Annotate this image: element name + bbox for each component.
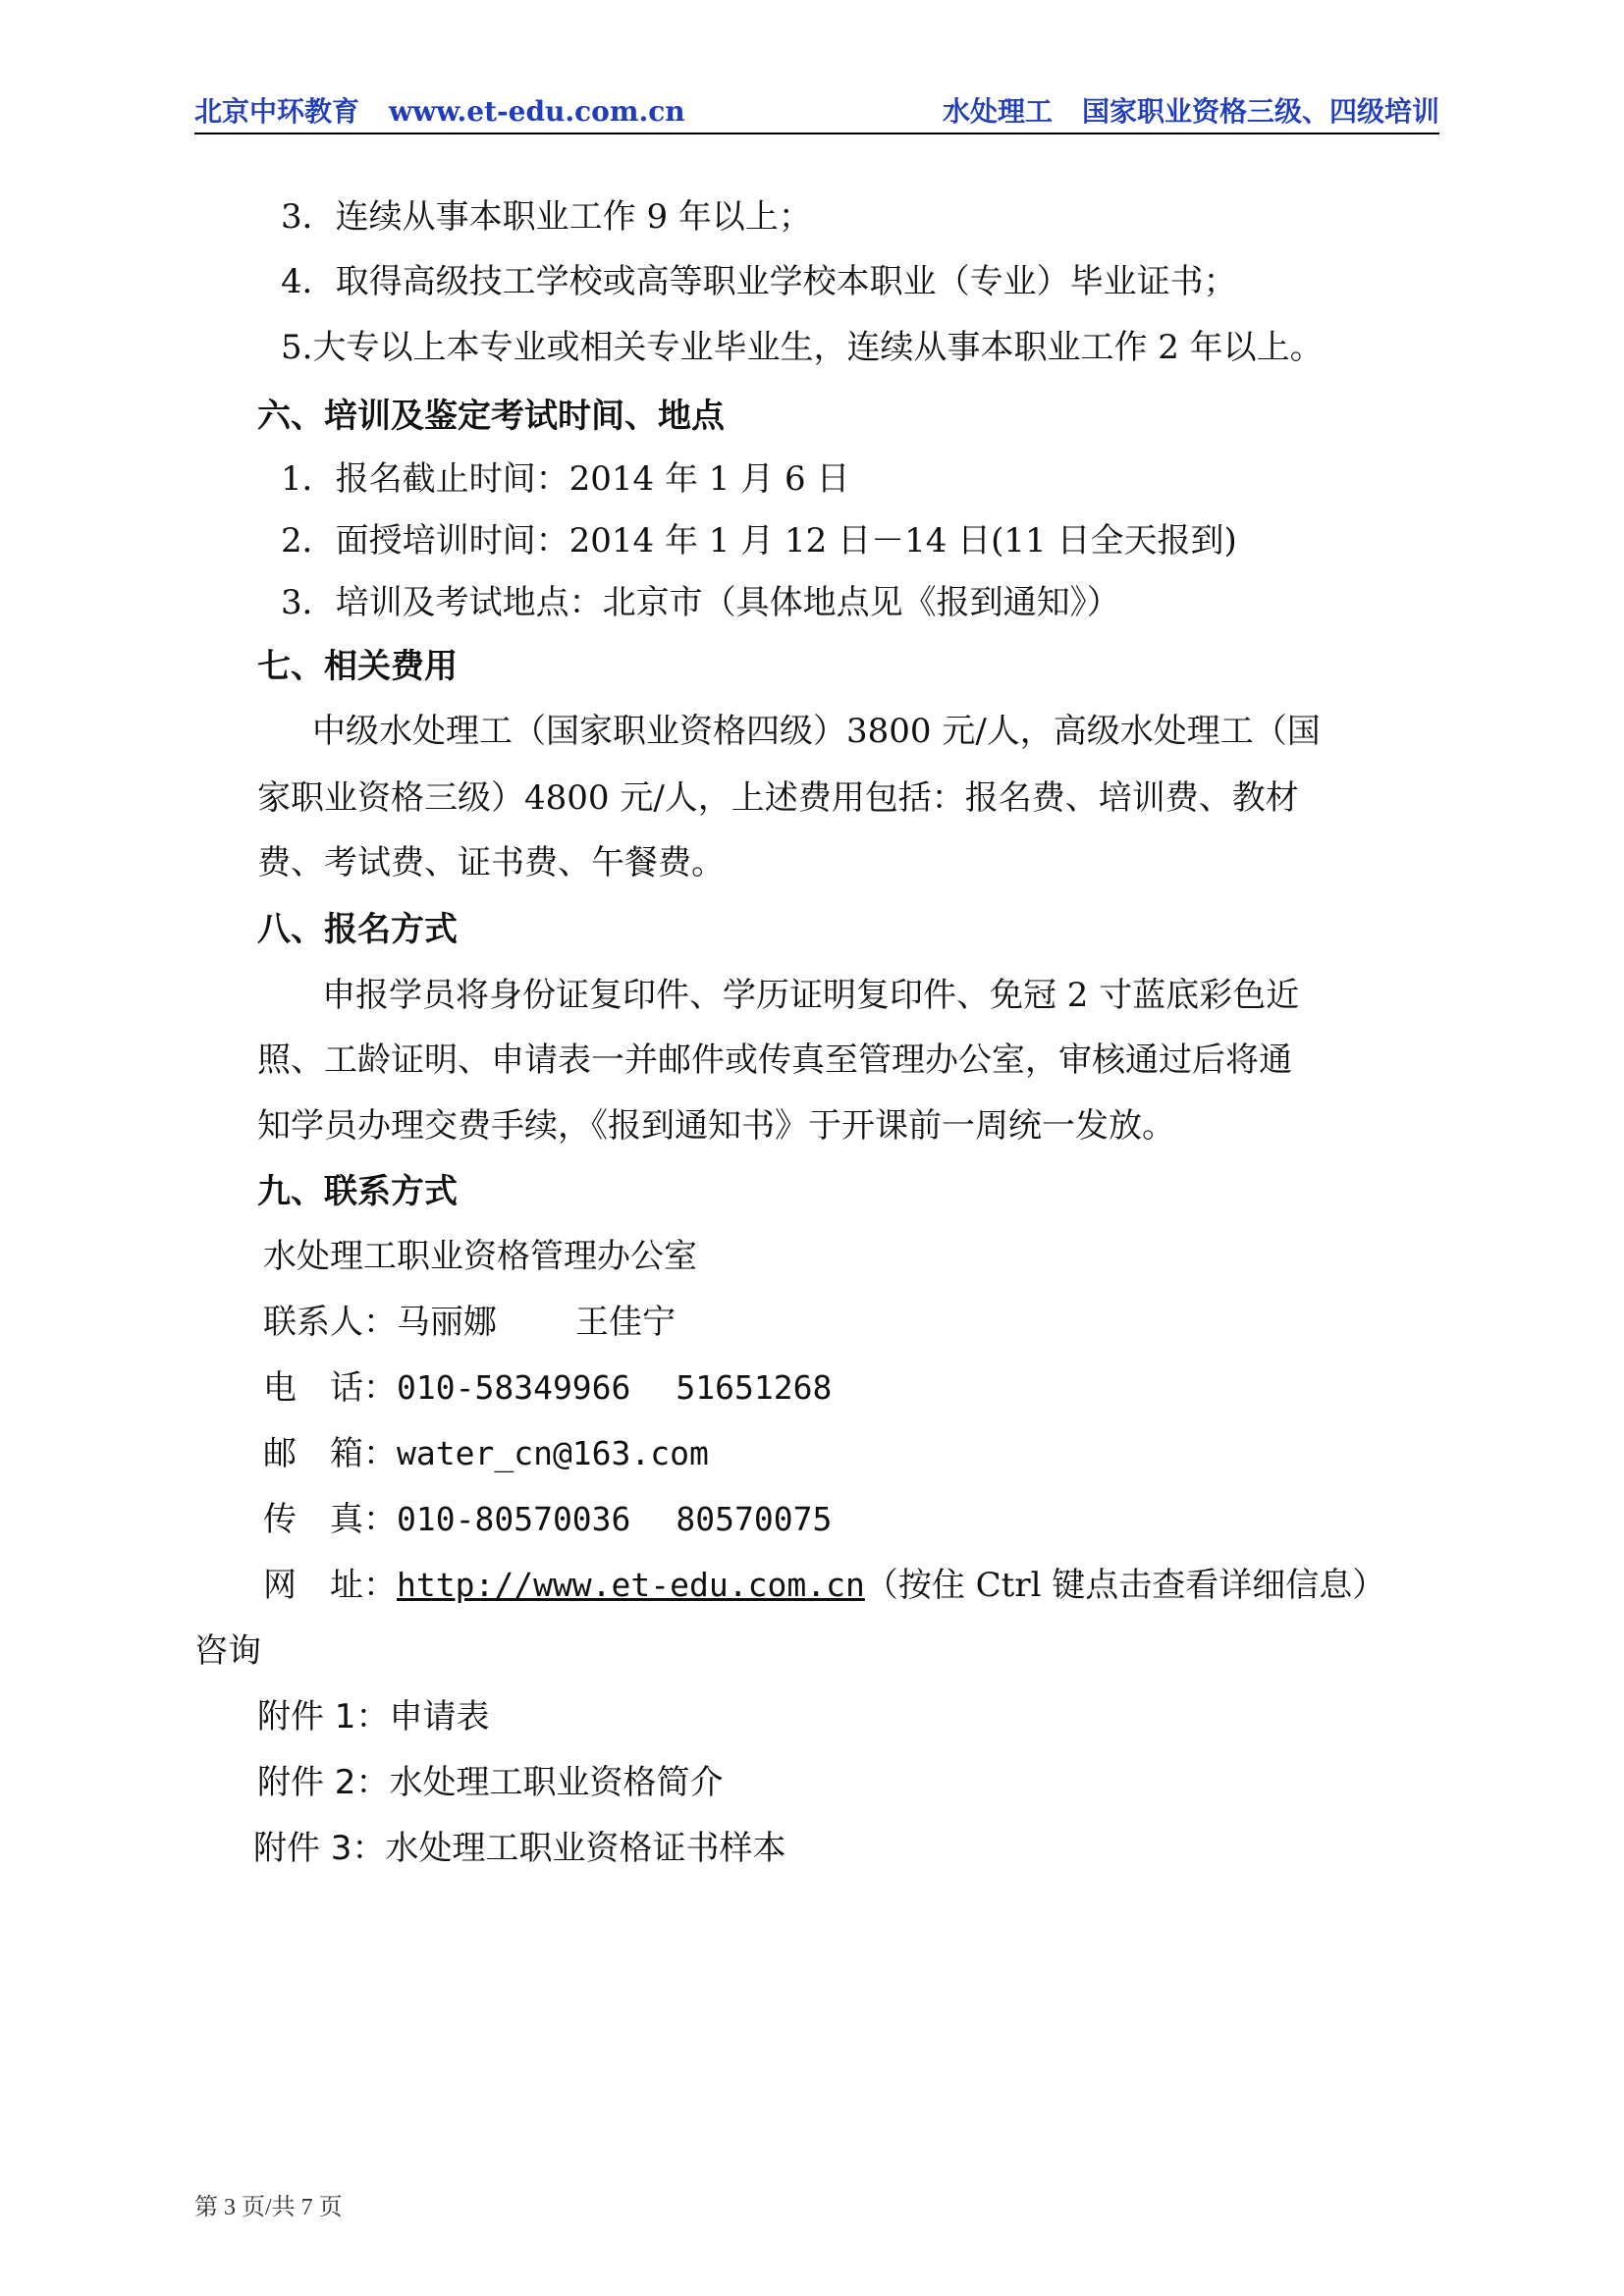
section-heading-registration: 八、报名方式: [257, 910, 458, 949]
attachment-item: 附件 3：水处理工职业资格证书样本: [253, 1829, 786, 1868]
header-left: [194, 90, 685, 130]
header-right: [943, 90, 1439, 130]
page-header: [194, 88, 1439, 133]
header-subtitle: 国家职业资格三级、四级培训: [1081, 95, 1439, 128]
email-label: 邮 箱：: [263, 1434, 397, 1473]
attachment-item: 附件 1：申请表: [257, 1697, 490, 1736]
section-heading-fees: 七、相关费用: [257, 647, 458, 686]
header-site: www.et-edu.com.cn: [389, 95, 685, 128]
fees-paragraph-line: 家职业资格三级）4800 元/人，上述费用包括：报名费、培训费、教材: [257, 778, 1299, 818]
web-note: （按住 Ctrl 键点击查看详细信息）: [864, 1566, 1386, 1605]
contact-person: 马丽娜: [397, 1303, 497, 1342]
phone-label: 电 话：: [263, 1368, 397, 1408]
website-link[interactable]: http://www.et-edu.com.cn: [397, 1566, 865, 1604]
registration-paragraph-line: 知学员办理交费手续，《报到通知书》于开课前一周统一发放。: [257, 1106, 1175, 1146]
fax-number: 80570075: [676, 1500, 833, 1538]
section-heading-contact: 九、联系方式: [257, 1172, 458, 1211]
condition-item: 4．取得高级技工学校或高等职业学校本职业（专业）毕业证书；: [281, 262, 1237, 301]
phone-number: 010-58349966: [397, 1368, 631, 1407]
schedule-item: 1．报名截止时间：2014 年 1 月 6 日: [281, 459, 850, 499]
registration-paragraph-line: 照、工龄证明、申请表一并邮件或传真至管理办公室，审核通过后将通: [257, 1041, 1292, 1080]
phone-number: 51651268: [676, 1368, 833, 1407]
contact-office: 水处理工职业资格管理办公室: [263, 1237, 697, 1276]
fax-label: 传 真：: [263, 1500, 397, 1539]
attachment-item: 附件 2：水处理工职业资格简介: [257, 1763, 724, 1802]
contact-person: 王佳宁: [575, 1303, 676, 1342]
fax-number: 010-80570036: [397, 1500, 631, 1538]
contact-persons-label: 联系人：: [263, 1303, 397, 1342]
header-divider: [194, 133, 1439, 134]
condition-item: 5.大专以上本专业或相关专业毕业生，连续从事本职业工作 2 年以上。: [281, 328, 1324, 367]
contact-phone-row: [263, 1366, 832, 1410]
contact-web-row: [263, 1564, 1385, 1607]
condition-item: 3．连续从事本职业工作 9 年以上；: [281, 197, 812, 237]
header-title: 水处理工: [942, 95, 1053, 128]
contact-persons-row: [263, 1301, 676, 1344]
header-org: 北京中环教育: [194, 95, 360, 128]
contact-fax-row: [263, 1498, 832, 1541]
schedule-item: 3．培训及考试地点：北京市（具体地点见《报到通知》）: [281, 583, 1120, 622]
email-address: water_cn@163.com: [397, 1434, 709, 1472]
fees-paragraph-line: 费、考试费、证书费、午餐费。: [257, 843, 725, 882]
web-note-tail: 咨询: [194, 1631, 261, 1671]
schedule-item: 2．面授培训时间：2014 年 1 月 12 日－14 日(11 日全天报到): [281, 521, 1237, 561]
section-heading-schedule: 六、培训及鉴定考试时间、地点: [257, 397, 725, 436]
contact-email-row: [263, 1432, 709, 1475]
page-footer: 第 3 页/共 7 页: [194, 2195, 343, 2220]
web-label: 网 址：: [263, 1566, 397, 1605]
registration-paragraph-line: 申报学员将身份证复印件、学历证明复印件、免冠 2 寸蓝底彩色近: [322, 976, 1300, 1015]
fees-paragraph-line: 中级水处理工（国家职业资格四级）3800 元/人，高级水处理工（国: [312, 712, 1321, 751]
